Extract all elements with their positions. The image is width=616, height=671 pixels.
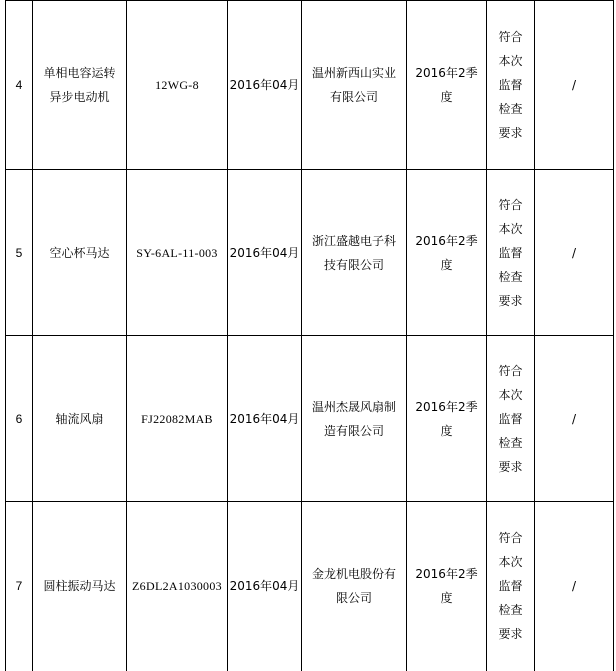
product-name-cell: 单相电容运转 异步电动机 (33, 1, 127, 170)
table-row (6, 1, 614, 170)
product-name-cell: 圆柱振动马达 (33, 502, 127, 671)
production-date-cell: 2016年04月 (228, 502, 302, 671)
manufacturer-cell: 金龙机电股份有 限公司 (302, 502, 407, 671)
table-row (6, 170, 614, 336)
remark-cell: / (535, 170, 614, 336)
model-cell: Z6DL2A1030003 (127, 502, 228, 671)
inspection-period-cell: 2016年2季 度 (407, 1, 487, 170)
result-cell: 符合 本次 监督 检查 要求 (487, 336, 535, 502)
production-date-cell: 2016年04月 (228, 1, 302, 170)
manufacturer-cell: 温州杰晟风扇制 造有限公司 (302, 336, 407, 502)
result-cell: 符合 本次 监督 检查 要求 (487, 1, 535, 170)
serial-number-cell: 5 (6, 170, 33, 336)
manufacturer-cell: 浙江盛越电子科 技有限公司 (302, 170, 407, 336)
result-cell: 符合 本次 监督 检查 要求 (487, 170, 535, 336)
manufacturer-cell: 温州新西山实业 有限公司 (302, 1, 407, 170)
serial-number-cell: 6 (6, 336, 33, 502)
production-date-cell: 2016年04月 (228, 336, 302, 502)
remark-cell: / (535, 336, 614, 502)
remark-cell: / (535, 1, 614, 170)
inspection-results-table (5, 0, 614, 671)
production-date-cell: 2016年04月 (228, 170, 302, 336)
model-cell: FJ22082MAB (127, 336, 228, 502)
remark-cell: / (535, 502, 614, 671)
serial-number-cell: 7 (6, 502, 33, 671)
model-cell: 12WG-8 (127, 1, 228, 170)
result-cell: 符合 本次 监督 检查 要求 (487, 502, 535, 671)
product-name-cell: 轴流风扇 (33, 336, 127, 502)
inspection-period-cell: 2016年2季 度 (407, 336, 487, 502)
inspection-period-cell: 2016年2季 度 (407, 170, 487, 336)
table-row (6, 336, 614, 502)
product-name-cell: 空心杯马达 (33, 170, 127, 336)
inspection-period-cell: 2016年2季 度 (407, 502, 487, 671)
model-cell: SY-6AL-11-003 (127, 170, 228, 336)
table-row (6, 502, 614, 671)
serial-number-cell: 4 (6, 1, 33, 170)
